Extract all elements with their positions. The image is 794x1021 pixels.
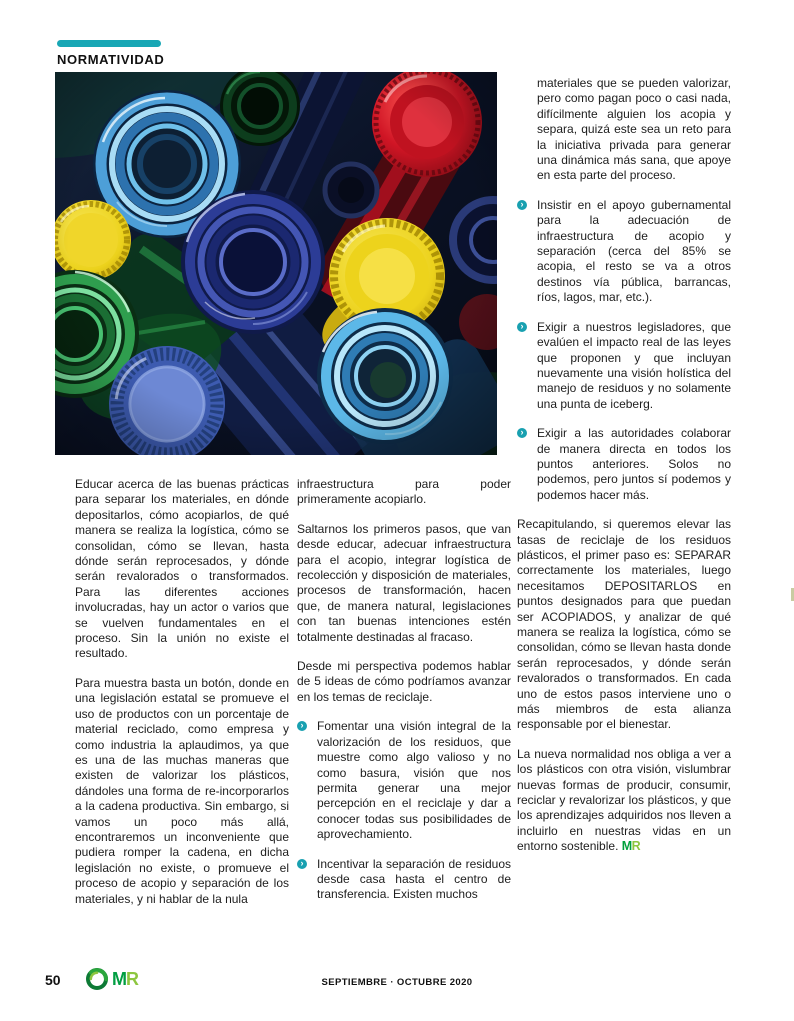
paragraph: infraestructura para poder primeramente acopiarlo. [297, 477, 511, 507]
paragraph: Para muestra basta un botón, donde en una legislación estatal se promueve el uso de productos con un porcentaje de material reciclado, como empresa y como industria la aplaudimos, ya que es una de las muchas maneras que existen de valorizar los plásticos, dándoles una forma de re-incorporarlos a la cadena productiva. Sin embargo, si vamos un poco más allá, encontraremos un inconveniente que pudiera romper la cadena, en dicha legislación no existe, o promueve el proceso de acopio y separación de los materiales, y ni hablar de la nula [75, 675, 289, 906]
article-end-mark [622, 839, 640, 853]
chevron-bullet-icon: › [517, 428, 527, 438]
plastic-bottles-photo [55, 72, 497, 455]
issue-date: SEPTIEMBRE · OCTUBRE 2020 [321, 977, 473, 988]
bullet-text: Exigir a nuestros legisladores, que evalúen el impacto real de las leyes que proponen y que incluyan nuevamente una visión holística del manejo de residuos y no solamente una punta de iceberg. [537, 319, 731, 411]
chevron-bullet-icon: › [297, 721, 307, 731]
article-column-left [75, 477, 289, 921]
paragraph: Educar acerca de las buenas prácticas para separar los materiales, en dónde depositarlos, cómo acopiarlos, de qué manera se realiza la logística, cómo se consolidan, cómo se llevan, hasta dónde serán reprocesados, y dónde serán revalorados o transformados. Para las diferentes acciones involucradas, hay un actor o varios que se vuelven fundamentales en el proceso. Sin la unión no existe el resultado. [75, 477, 289, 661]
bullet-item [517, 426, 731, 503]
bullet-text: Fomentar una visión integral de la valorización de los residuos, que muestre como algo valioso y no como basura, visión que nos permita generar una mejor percepción en el reciclaje y dar a conocer todas sus posibilidades de aprovechamiento. [317, 719, 511, 842]
paragraph: Desde mi perspectiva podemos hablar de 5 ideas de cómo podríamos avanzar en los temas de reciclaje. [297, 659, 511, 704]
end-mark-r: R [631, 839, 641, 854]
logo-letter-m: M [112, 968, 126, 989]
end-mark-m: M [621, 839, 632, 854]
paragraph: Saltarnos los primeros pasos, que van desde educar, adecuar infraestructura para el acopio, integrar logística de recolección y disposición de materiales, procesos de transformación, hacen que, de manera natural, legislaciones con tan buenas intenciones estén totalmente destinadas al fracaso. [297, 521, 511, 644]
bullet-list [297, 719, 511, 902]
bullet-item [297, 857, 511, 903]
bullet-list [517, 198, 731, 503]
chevron-bullet-icon: › [517, 322, 527, 332]
chevron-bullet-icon: › [517, 200, 527, 210]
bullet-text: Incentivar la separación de residuos desde casa hasta el centro de transferencia. Existen muchos [317, 856, 511, 902]
paragraph [517, 747, 731, 855]
article-column-middle [297, 477, 511, 917]
paragraph: materiales que se pueden valorizar, pero como pagan poco o casi nada, difícilmente alguien los acopia y separa, quizá este sea un reto para la iniciativa privada para generar una dinámica más sana, que apoye en esta parte del proceso. [537, 76, 731, 183]
chevron-bullet-icon: › [297, 859, 307, 869]
bullet-text: Exigir a las autoridades colaborar de manera directa en todos los puntos anteriores. Solos no podemos, pero juntos sí podemos y podemos hacer más. [537, 426, 731, 502]
section-accent-bar [57, 40, 161, 47]
bullet-item [517, 320, 731, 412]
logo-letter-r: R [126, 968, 138, 989]
section-title: NORMATIVIDAD [57, 52, 165, 67]
bullet-text: Insistir en el apoyo gubernamental para la adecuación de infraestructura de acopio y separación (cerca del 85% se acopia, el resto se va a otros destinos vía pública, barrancas, ríos, lagos, mar, etc.). [537, 197, 731, 305]
bullet-item [517, 198, 731, 306]
paragraph: Recapitulando, si queremos elevar las tasas de reciclaje de los residuos plásticos, el primer paso es: SEPARAR correctamente los materiales, luego necesitamos DEPOSITARLOS en puntos designados para que puedan ser ACOPIADOS, y analizar de qué manera se realiza la logística, cómo se consolidan, cómo se llevan hasta donde serán reprocesados, y dónde serán revalorados o transformados. En cada uno de estos pasos interviene uno o más miembros de esta alianza responsable por el bienestar. [517, 517, 731, 732]
page-number: 50 [45, 972, 61, 988]
article-column-right [517, 76, 731, 869]
plastic-bottles-illustration [55, 72, 497, 455]
bullet-item [297, 719, 511, 842]
paragraph-text: La nueva normalidad nos obliga a ver a los plásticos con otra visión, vislumbrar nuevas formas de producir, consumir, reciclar y revalorizar los plásticos, y que los aprendizajes adquiridos nos lleven a incluirlo en nuestras vidas en un entorno sostenible. [517, 746, 731, 854]
